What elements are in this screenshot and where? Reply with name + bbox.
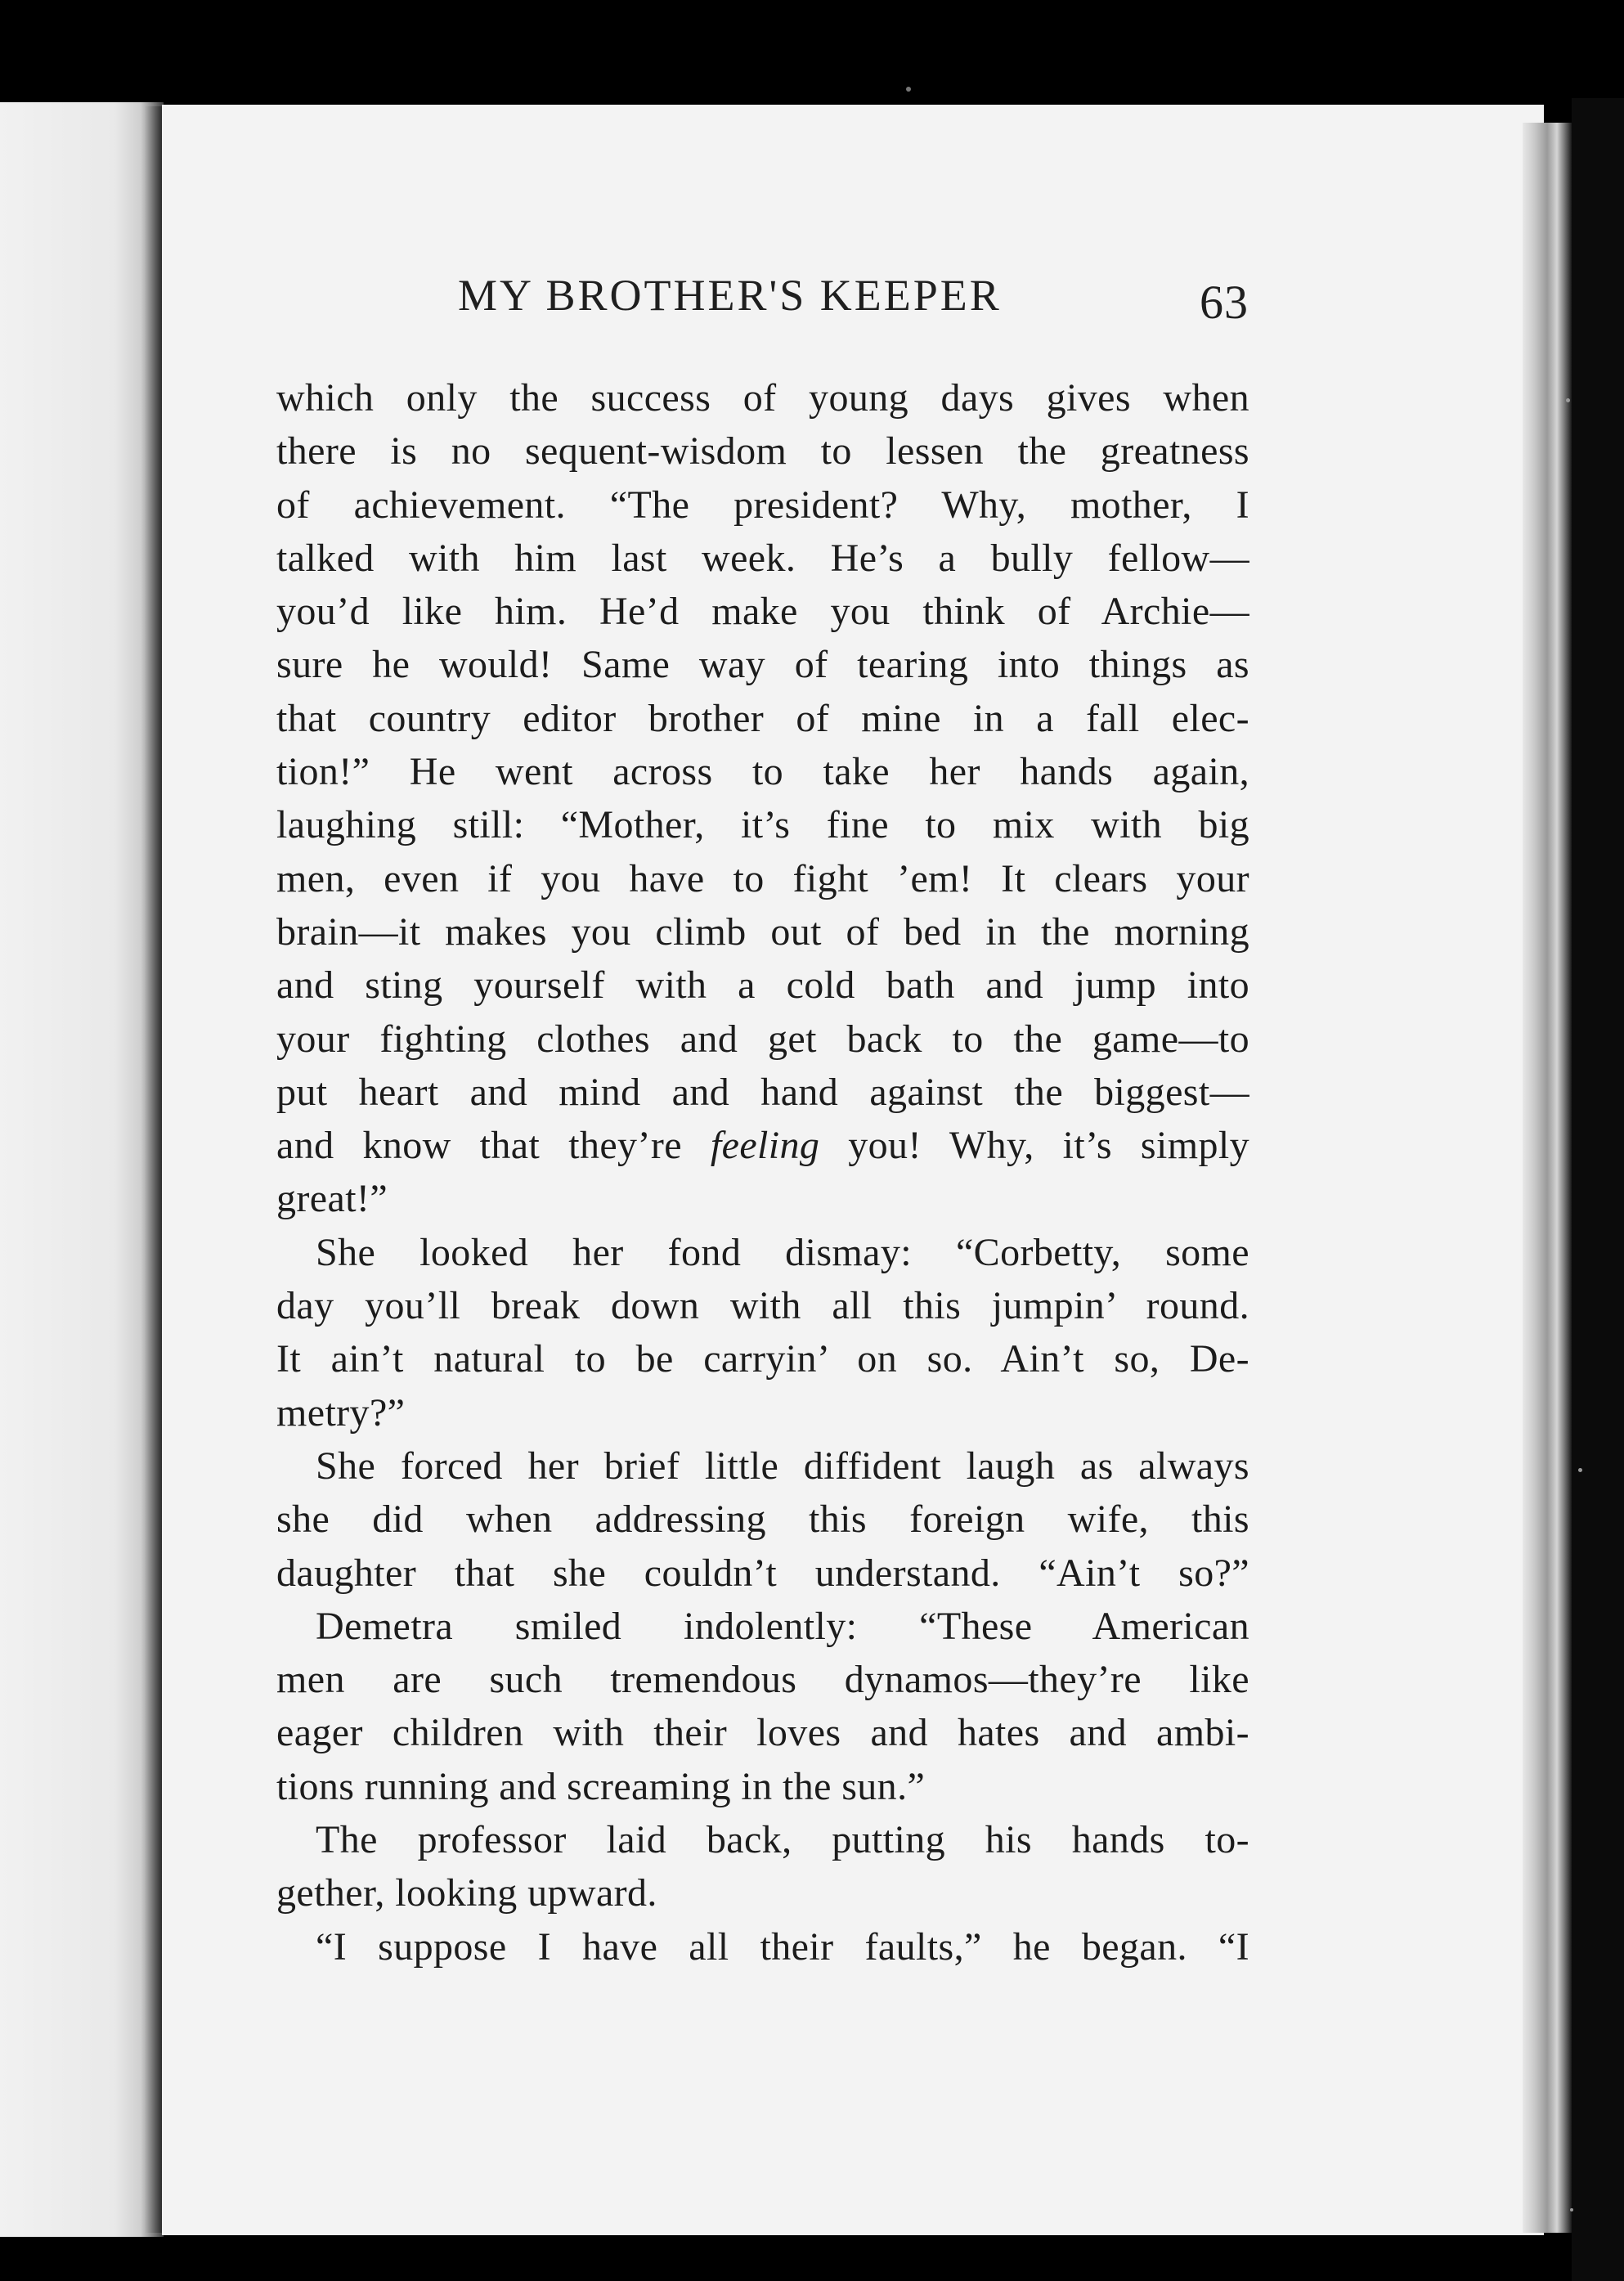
text-line: your fighting clothes and get back to the game—to bbox=[276, 1017, 1249, 1061]
text-line: laughing still: “Mother, it’s fine to mix with big bbox=[276, 803, 1249, 847]
text-line: She looked her fond dismay: “Corbetty, some bbox=[316, 1230, 1249, 1274]
book-gutter bbox=[144, 106, 162, 2233]
page-number: 63 bbox=[1200, 276, 1249, 329]
page-fore-edge bbox=[1523, 123, 1572, 2233]
text-line: talked with him last week. He’s a bully fellow— bbox=[276, 536, 1249, 580]
text-line: gether, looking upward. bbox=[276, 1871, 657, 1915]
text-line: eager children with their loves and hates and ambi- bbox=[276, 1711, 1249, 1755]
text-line: of achievement. “The president? Why, mother, I bbox=[276, 483, 1249, 527]
text-line: which only the success of young days gives when bbox=[276, 376, 1249, 420]
text-line: “I suppose I have all their faults,” he began. “I bbox=[316, 1924, 1249, 1969]
text-line: day you’ll break down with all this jumpin’ round. bbox=[276, 1284, 1249, 1328]
text-line: there is no sequent-wisdom to lessen the greatness bbox=[276, 429, 1249, 474]
text-line: tion!” He went across to take her hands again, bbox=[276, 750, 1249, 794]
italic-word: feeling bbox=[710, 1124, 820, 1168]
body-text bbox=[276, 371, 1249, 1973]
text-line: It ain’t natural to be carryin’ on so. Ain’t so, De- bbox=[276, 1337, 1249, 1381]
scan-background-right bbox=[1572, 98, 1624, 2281]
text-segment: and know that they’re bbox=[276, 1124, 711, 1168]
adjacent-page-edge bbox=[0, 102, 164, 2237]
text-line: men, even if you have to fight ’em! It clears your bbox=[276, 856, 1249, 900]
text-line: The professor laid back, putting his hands to- bbox=[316, 1818, 1249, 1862]
text-line: put heart and mind and hand against the biggest— bbox=[276, 1070, 1249, 1114]
text-line: and sting yourself with a cold bath and jump into bbox=[276, 963, 1249, 1008]
text-line: she did when addressing this foreign wife, this bbox=[276, 1497, 1249, 1542]
text-line: sure he would! Same way of tearing into things as bbox=[276, 643, 1249, 687]
text-line: men are such tremendous dynamos—they’re like bbox=[276, 1658, 1249, 1702]
text-segment: you! Why, it’s simply bbox=[819, 1124, 1249, 1168]
text-line: daughter that she couldn’t understand. “Ain’t so?” bbox=[276, 1551, 1249, 1595]
running-head: MY BROTHER'S KEEPER bbox=[458, 271, 1002, 320]
text-line: Demetra smiled indolently: “These American bbox=[316, 1604, 1249, 1648]
text-line: brain—it makes you climb out of bed in the morning bbox=[276, 909, 1249, 954]
text-line: metry?” bbox=[276, 1390, 406, 1435]
text-line: you’d like him. He’d make you think of Archie— bbox=[276, 590, 1249, 634]
text-line: tions running and screaming in the sun.” bbox=[276, 1764, 926, 1808]
text-line: that country editor brother of mine in a fall elec- bbox=[276, 696, 1249, 740]
text-line: She forced her brief little diffident laugh as always bbox=[316, 1444, 1249, 1488]
text-line: great!” bbox=[276, 1177, 388, 1221]
text-line bbox=[276, 1119, 1249, 1172]
